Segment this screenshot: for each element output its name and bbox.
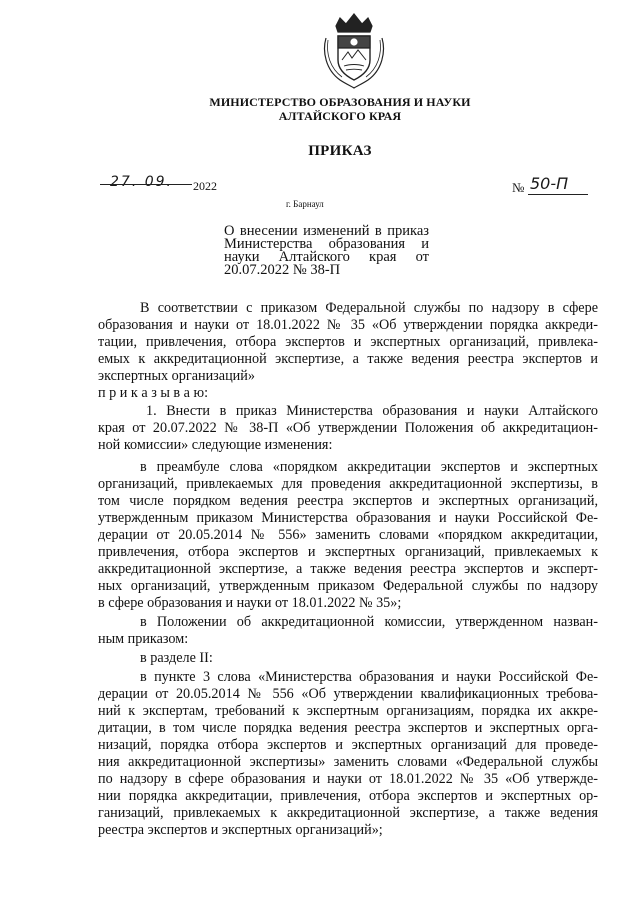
date-underline: [100, 184, 192, 185]
order-year: 2022: [193, 179, 217, 193]
body-line: низаций, порядка отбора экспертов и экспертных организаций для проведе-: [98, 737, 598, 753]
body-line: организаций, привлекаемых для проведения аккредитационной экспертизы, в: [98, 476, 598, 492]
document-title: ПРИКАЗ: [308, 143, 372, 159]
body-line: ний к экспертам, требований к экспертным организациям, порядка их аккре-: [98, 703, 598, 719]
body-line: образования и науки от 18.01.2022 № 35 «Об утверждении порядка аккреди-: [98, 317, 598, 333]
body-line: края от 20.07.2022 № 38-П «Об утверждении Положения об аккредитацион-: [98, 420, 598, 436]
body-line-directive: п р и к а з ы в а ю:: [98, 385, 209, 401]
number-underline: [528, 194, 588, 195]
order-number-handwritten: 50-П: [530, 174, 569, 193]
order-number-sign: №: [512, 180, 525, 195]
ministry-name-line2: АЛТАЙСКОГО КРАЯ: [278, 109, 402, 123]
body-line: нии порядка аккредитации, привлечения, отбора экспертов и экспертных ор-: [98, 788, 598, 804]
city-label: г. Барнаул: [286, 199, 324, 209]
body-line: в пункте 3 слова «Министерства образования и науки Российской Фе-: [140, 669, 598, 685]
body-line: ния аккредитационной экспертизы» заменить словами «Федеральной службы: [98, 754, 598, 770]
order-date-handwritten: 27. 09.: [110, 174, 173, 190]
body-line: по надзору в сфере образования и науки от 18.01.2022 № 35 «Об утвержде-: [98, 771, 598, 787]
body-line: ганизаций, привлекаемых к аккредитационной экспертизе, а также ведения: [98, 805, 598, 821]
body-line: в разделе II:: [140, 650, 213, 666]
body-line: аккредитационной экспертизе, а также ведения реестра экспертов и эксперт-: [98, 561, 598, 577]
altai-krai-coat-of-arms-icon: [318, 8, 390, 90]
body-line: в сфере образования и науки от 18.01.2022 № 35»;: [98, 595, 402, 611]
body-line: ных организаций, утвержденным приказом Федеральной службы по надзору: [98, 578, 598, 594]
body-line: дерации от 20.05.2014 № 556» заменить словами «порядком аккредитации,: [98, 527, 598, 543]
body-line: утвержденным приказом Министерства образования и науки Российской Фе-: [98, 510, 598, 526]
order-subject: О внесении изменений в приказ Министерства образования и науки Алтайского края от 20.07.2022 № 38-П: [224, 223, 429, 278]
body-line: В соответствии с приказом Федеральной службы по надзору в сфере: [140, 300, 598, 316]
body-line: том числе порядком ведения реестра экспертов и экспертных организаций,: [98, 493, 598, 509]
body-line: дитации, в том числе порядка ведения реестра экспертов и экспертных орга-: [98, 720, 598, 736]
body-line: 1. Внести в приказ Министерства образования и науки Алтайского: [146, 403, 598, 419]
ministry-name-line1: МИНИСТЕРСТВО ОБРАЗОВАНИЯ И НАУКИ: [209, 95, 471, 109]
body-line: дерации от 20.05.2014 № 556 «Об утверждении квалификационных требова-: [98, 686, 598, 702]
body-line: в Положении об аккредитационной комиссии, утвержденном назван-: [140, 614, 598, 630]
body-line: в преамбуле слова «порядком аккредитации экспертов и экспертных: [140, 459, 598, 475]
body-line: тации, привлечения, отбора экспертов и экспертных организаций, привлека-: [98, 334, 598, 350]
body-line: ной комиссии» следующие изменения:: [98, 437, 333, 453]
body-line: экспертных организаций»: [98, 368, 255, 384]
body-line: емых к аккредитационной экспертизе, а также ведения реестра экспертов и: [98, 351, 598, 367]
body-line: ным приказом:: [98, 631, 189, 647]
body-line: реестра экспертов и экспертных организаций»;: [98, 822, 383, 838]
body-line: привлечения, отбора экспертов и экспертных организаций, привлекаемых к: [98, 544, 598, 560]
